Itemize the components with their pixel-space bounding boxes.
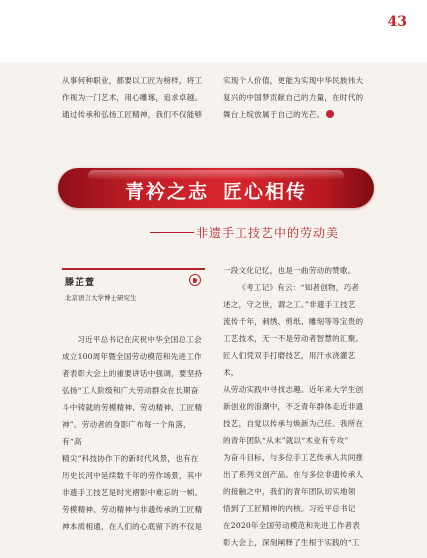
paragraph-line: 神本质相通，在人们的心底留下的不仅是 — [62, 522, 203, 531]
author-box — [62, 268, 205, 308]
paragraph-line: 非遗手工技艺是时光褶影中难忘的一帧。 — [62, 488, 203, 497]
intro-right-line: 复兴的中国梦贡献自己的力量，在时代的 — [223, 93, 364, 102]
paragraph-line: 出了系列文创产品。在与多位非遗传承人 — [223, 470, 364, 479]
author-name: 滕芷萱 — [65, 278, 96, 288]
paragraph-line: 历史长河中延续数千年的劳作场景，其中 — [62, 471, 203, 480]
paragraph-line: 述之，守之世，谓之工。”非遗手工技艺 — [223, 300, 356, 309]
article-title-banner — [58, 168, 374, 208]
paragraph-line: 新创业的浪潮中，不乏青年群体走近非遗 — [223, 402, 364, 411]
paragraph-line: 弘扬“工人阶级和广大劳动群众在长期奋 — [62, 386, 199, 395]
paragraph-line: 习近平总书记在庆祝中华全国总工会 — [77, 335, 202, 344]
paragraph-line: 流传千年，刺绣、剪纸、雕刻等等宝贵的 — [223, 317, 364, 326]
paragraph-line: 神”。劳动者的身影广布每一个角落，有“高 — [62, 420, 191, 446]
paragraph-line: 的接触之中，我们的青年团队切实地领 — [223, 487, 356, 496]
paragraph-line: 从劳动实践中寻找志趣。近年来大学生创 — [223, 385, 364, 394]
subtitle-dash — [150, 232, 194, 234]
subtitle-text: 非遗手工技艺中的劳动美 — [196, 226, 340, 240]
article-end-mark-icon — [326, 110, 334, 118]
paragraph-line: 技艺，自觉以传承与焕新为己任。我所在 — [223, 419, 364, 428]
article-subtitle — [150, 224, 380, 241]
paragraph-line: 精尖”科技协作下的新时代风景，也有在 — [62, 454, 199, 463]
paragraph-line: 成立100周年暨全国劳动模范和先进工作 — [62, 352, 202, 361]
paragraph-line: 一段文化记忆，也是一曲劳动的赞歌。 — [223, 266, 356, 275]
intro-right-line — [223, 106, 371, 123]
author-affiliation: 北京语言大学博士研究生 — [65, 294, 137, 302]
article-left-column — [62, 331, 210, 535]
paragraph-line: 悟到了工匠精神的内核。习近平总书记 — [223, 504, 356, 513]
intro-left-line: 从事何种职业，都要以工匠为榜样，将工 — [62, 76, 203, 85]
paragraph-line: 斗中铸就的劳模精神、劳动精神、工匠精 — [62, 403, 203, 412]
paragraph-line: 的青年团队“从末”就以“术业有专攻” — [223, 436, 349, 445]
article-title — [58, 177, 374, 204]
intro-right-line: 实现个人价值，更能为实现中华民族伟大 — [223, 76, 364, 85]
intro-right-last-text: 舞台上绽放属于自己的光芒。 — [223, 110, 325, 119]
page-number: 43 — [387, 14, 407, 30]
intro-left-column — [62, 72, 210, 123]
article-title-part1: 青衿之志 — [124, 181, 209, 203]
quote-badge-icon — [189, 274, 201, 286]
paragraph-line: 劳模精神、劳动精神与非遗传承的工匠精 — [62, 505, 203, 514]
paragraph-line: 彰大会上，深刻阐释了生根于实践的“工 — [223, 538, 360, 547]
paragraph-line: 者表彰大会上的重要讲话中强调，要坚持 — [62, 369, 203, 378]
paragraph-line: 工艺技术，无一不是劳动者智慧的汇聚。 — [223, 334, 364, 343]
article-title-part2: 匠心相传 — [223, 181, 308, 203]
intro-left-line: 通过传承和弘扬工匠精神，我们不仅能够 — [62, 110, 203, 119]
paragraph-line: 匠人们凭双手打磨技艺，用汗水浇灌艺术， — [223, 351, 356, 377]
article-right-column — [223, 262, 371, 551]
paragraph-line: 为奋斗目标，与多位手工艺传承人共同推 — [223, 453, 364, 462]
page-header — [0, 0, 427, 62]
paragraph-line: 在2020年全国劳动模范和先进工作者表 — [223, 521, 361, 530]
intro-right-column — [223, 72, 371, 123]
paragraph-line: 《考工记》有云：“知者创物，巧者 — [238, 283, 360, 292]
intro-left-line: 作视为一门艺术，用心雕琢，追求卓越。 — [62, 93, 203, 102]
